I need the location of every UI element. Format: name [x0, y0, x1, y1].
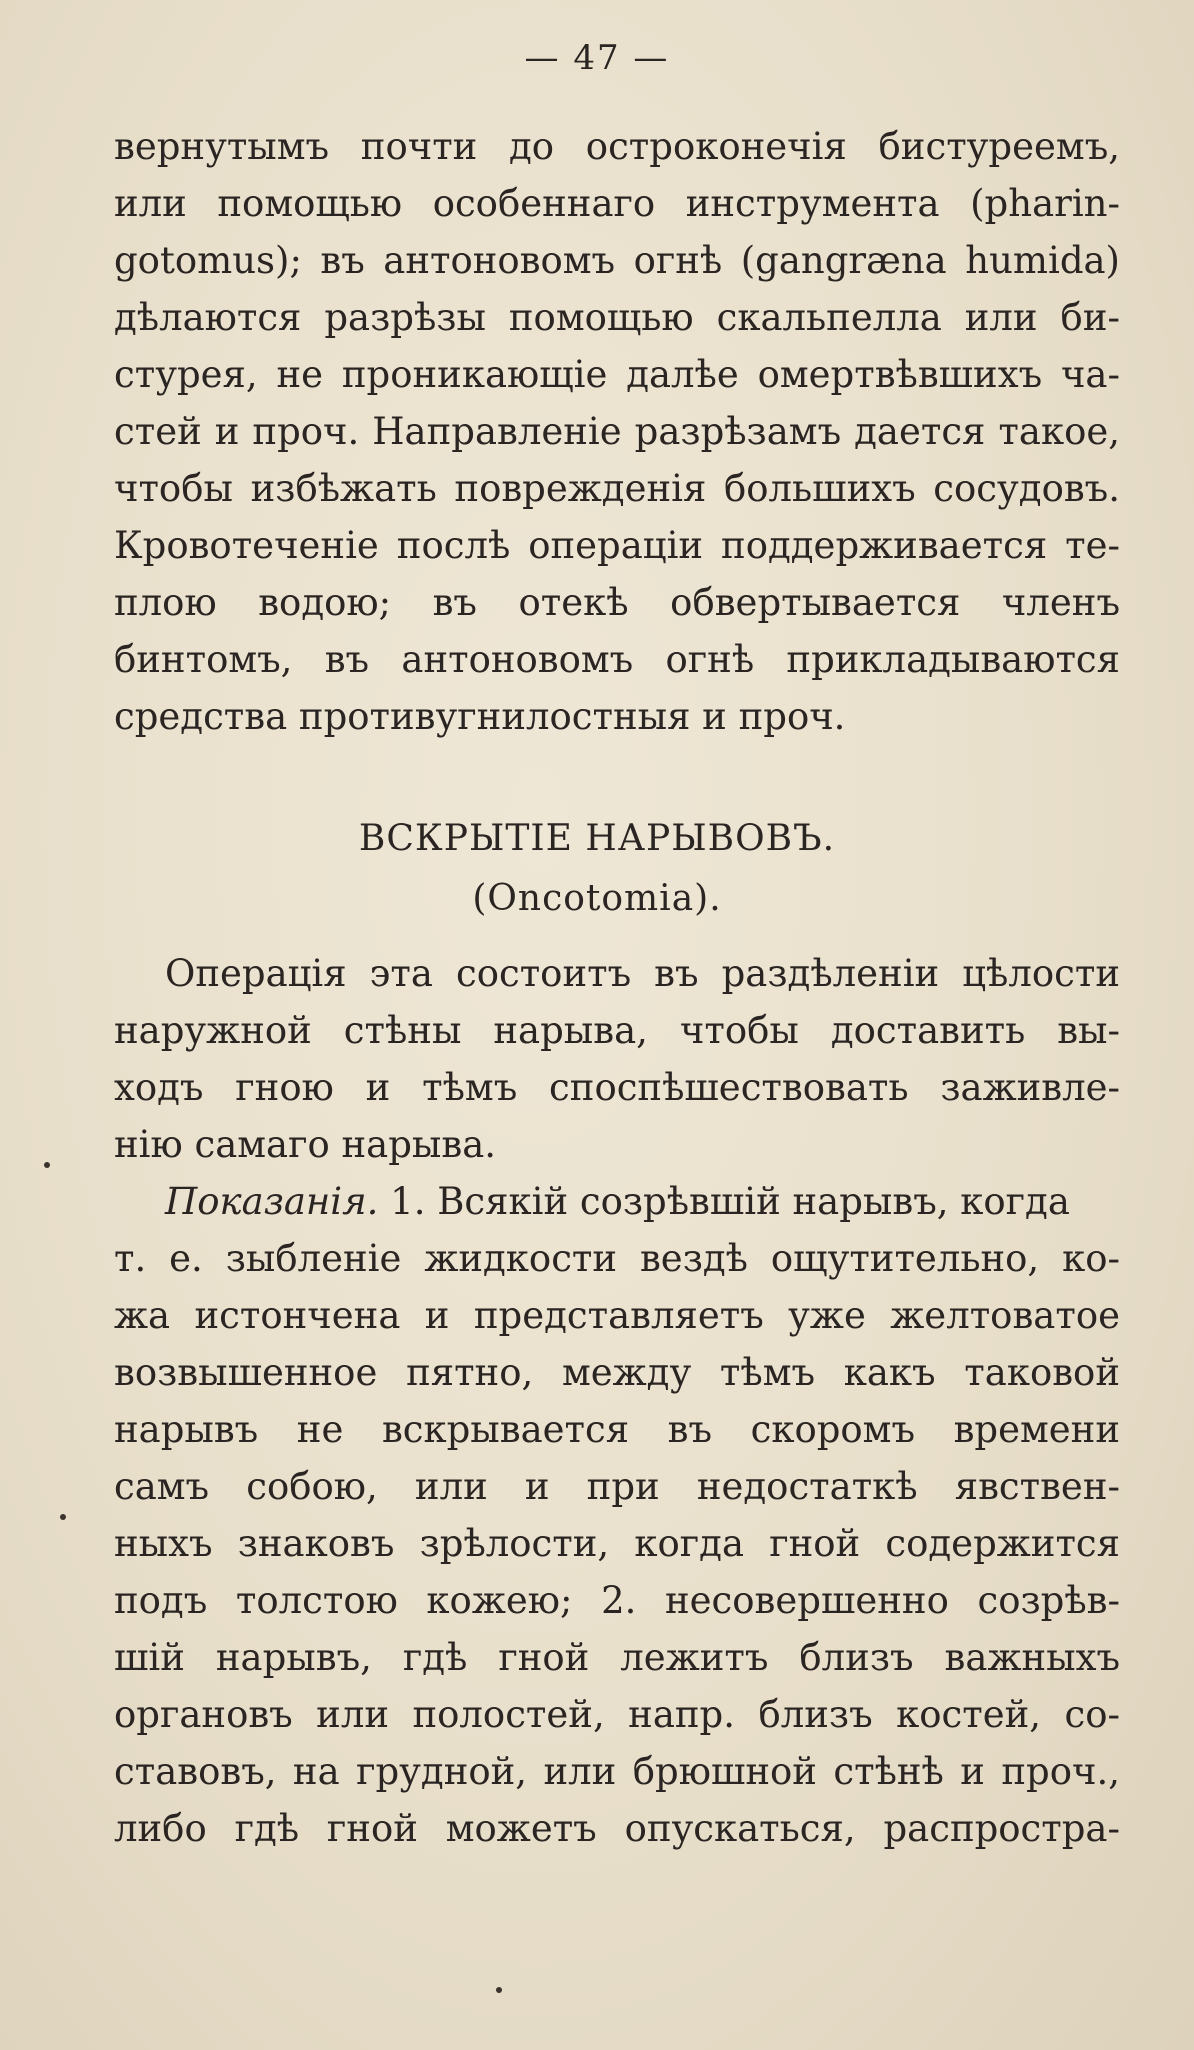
ink-speck	[60, 1514, 66, 1520]
text-line: нарывъ не вскрывается въ скоромъ времени	[114, 1408, 1120, 1451]
ink-speck	[44, 1162, 50, 1168]
ink-speck	[496, 1987, 502, 1993]
text-line: ставовъ, на грудной, или брюшной стѣнѣ и проч.,	[114, 1750, 1120, 1793]
text-line: плою водою; въ отекѣ обвертывается членъ	[114, 581, 1120, 624]
text-line: подъ толстою кожею; 2. несовершенно созрѣв-	[114, 1579, 1120, 1622]
text-line: возвышенное пятно, между тѣмъ какъ таковой	[114, 1351, 1120, 1394]
text-line: бинтомъ, въ антоновомъ огнѣ прикладываются	[114, 638, 1120, 681]
text-line: наружной стѣны нарыва, чтобы доставить вы-	[114, 1009, 1120, 1052]
text-line: gotomus); въ антоновомъ огнѣ (gangræna humida)	[114, 239, 1120, 282]
section-subtitle: (Oncotomia).	[472, 878, 722, 919]
text-line	[165, 1177, 1120, 1227]
text-line: вернутымъ почти до остроконечія бистуреемъ,	[114, 125, 1120, 168]
text-line: дѣлаются разрѣзы помощью скальпелла или би-	[114, 296, 1120, 339]
text-line: или помощью особеннаго инструмента (pharin-	[114, 182, 1120, 225]
text-line: шій нарывъ, гдѣ гной лежитъ близъ важныхъ	[114, 1636, 1120, 1679]
text-line: Кровотеченіе послѣ операціи поддерживается те-	[114, 524, 1120, 567]
text-line: средства противугнилостныя и проч.	[114, 695, 846, 738]
text-line: жа истончена и представляетъ уже желтоватое	[114, 1294, 1120, 1337]
text-run: 1. Всякій созрѣвшій нарывъ, когда	[378, 1180, 1070, 1223]
text-line: чтобы избѣжать поврежденія большихъ сосудовъ.	[114, 467, 1120, 510]
text-line: самъ собою, или и при недостаткѣ явствен-	[114, 1465, 1120, 1508]
section-title: ВСКРЫТІЕ НАРЫВОВЪ.	[358, 818, 836, 859]
text-line: т. е. зыбленіе жидкости вездѣ ощутительно, ко-	[114, 1237, 1120, 1280]
text-line: либо гдѣ гной можетъ опускаться, распростра-	[114, 1807, 1120, 1850]
text-line: нію самаго нарыва.	[114, 1123, 497, 1166]
indications-label: Показанія.	[165, 1180, 379, 1223]
text-line: стурея, не проникающіе далѣе омертвѣвшихъ ча-	[114, 353, 1120, 396]
text-line: Операція эта состоитъ въ раздѣленіи цѣлости	[165, 952, 1120, 995]
text-line: ныхъ знаковъ зрѣлости, когда гной содержится	[114, 1522, 1120, 1565]
text-line: ходъ гною и тѣмъ споспѣшествовать заживле-	[114, 1066, 1120, 1109]
text-line: органовъ или полостей, напр. близъ костей, со-	[114, 1693, 1120, 1736]
text-line: стей и проч. Направленіе разрѣзамъ дается такое,	[114, 410, 1120, 453]
page-number: — 47 —	[524, 38, 670, 78]
